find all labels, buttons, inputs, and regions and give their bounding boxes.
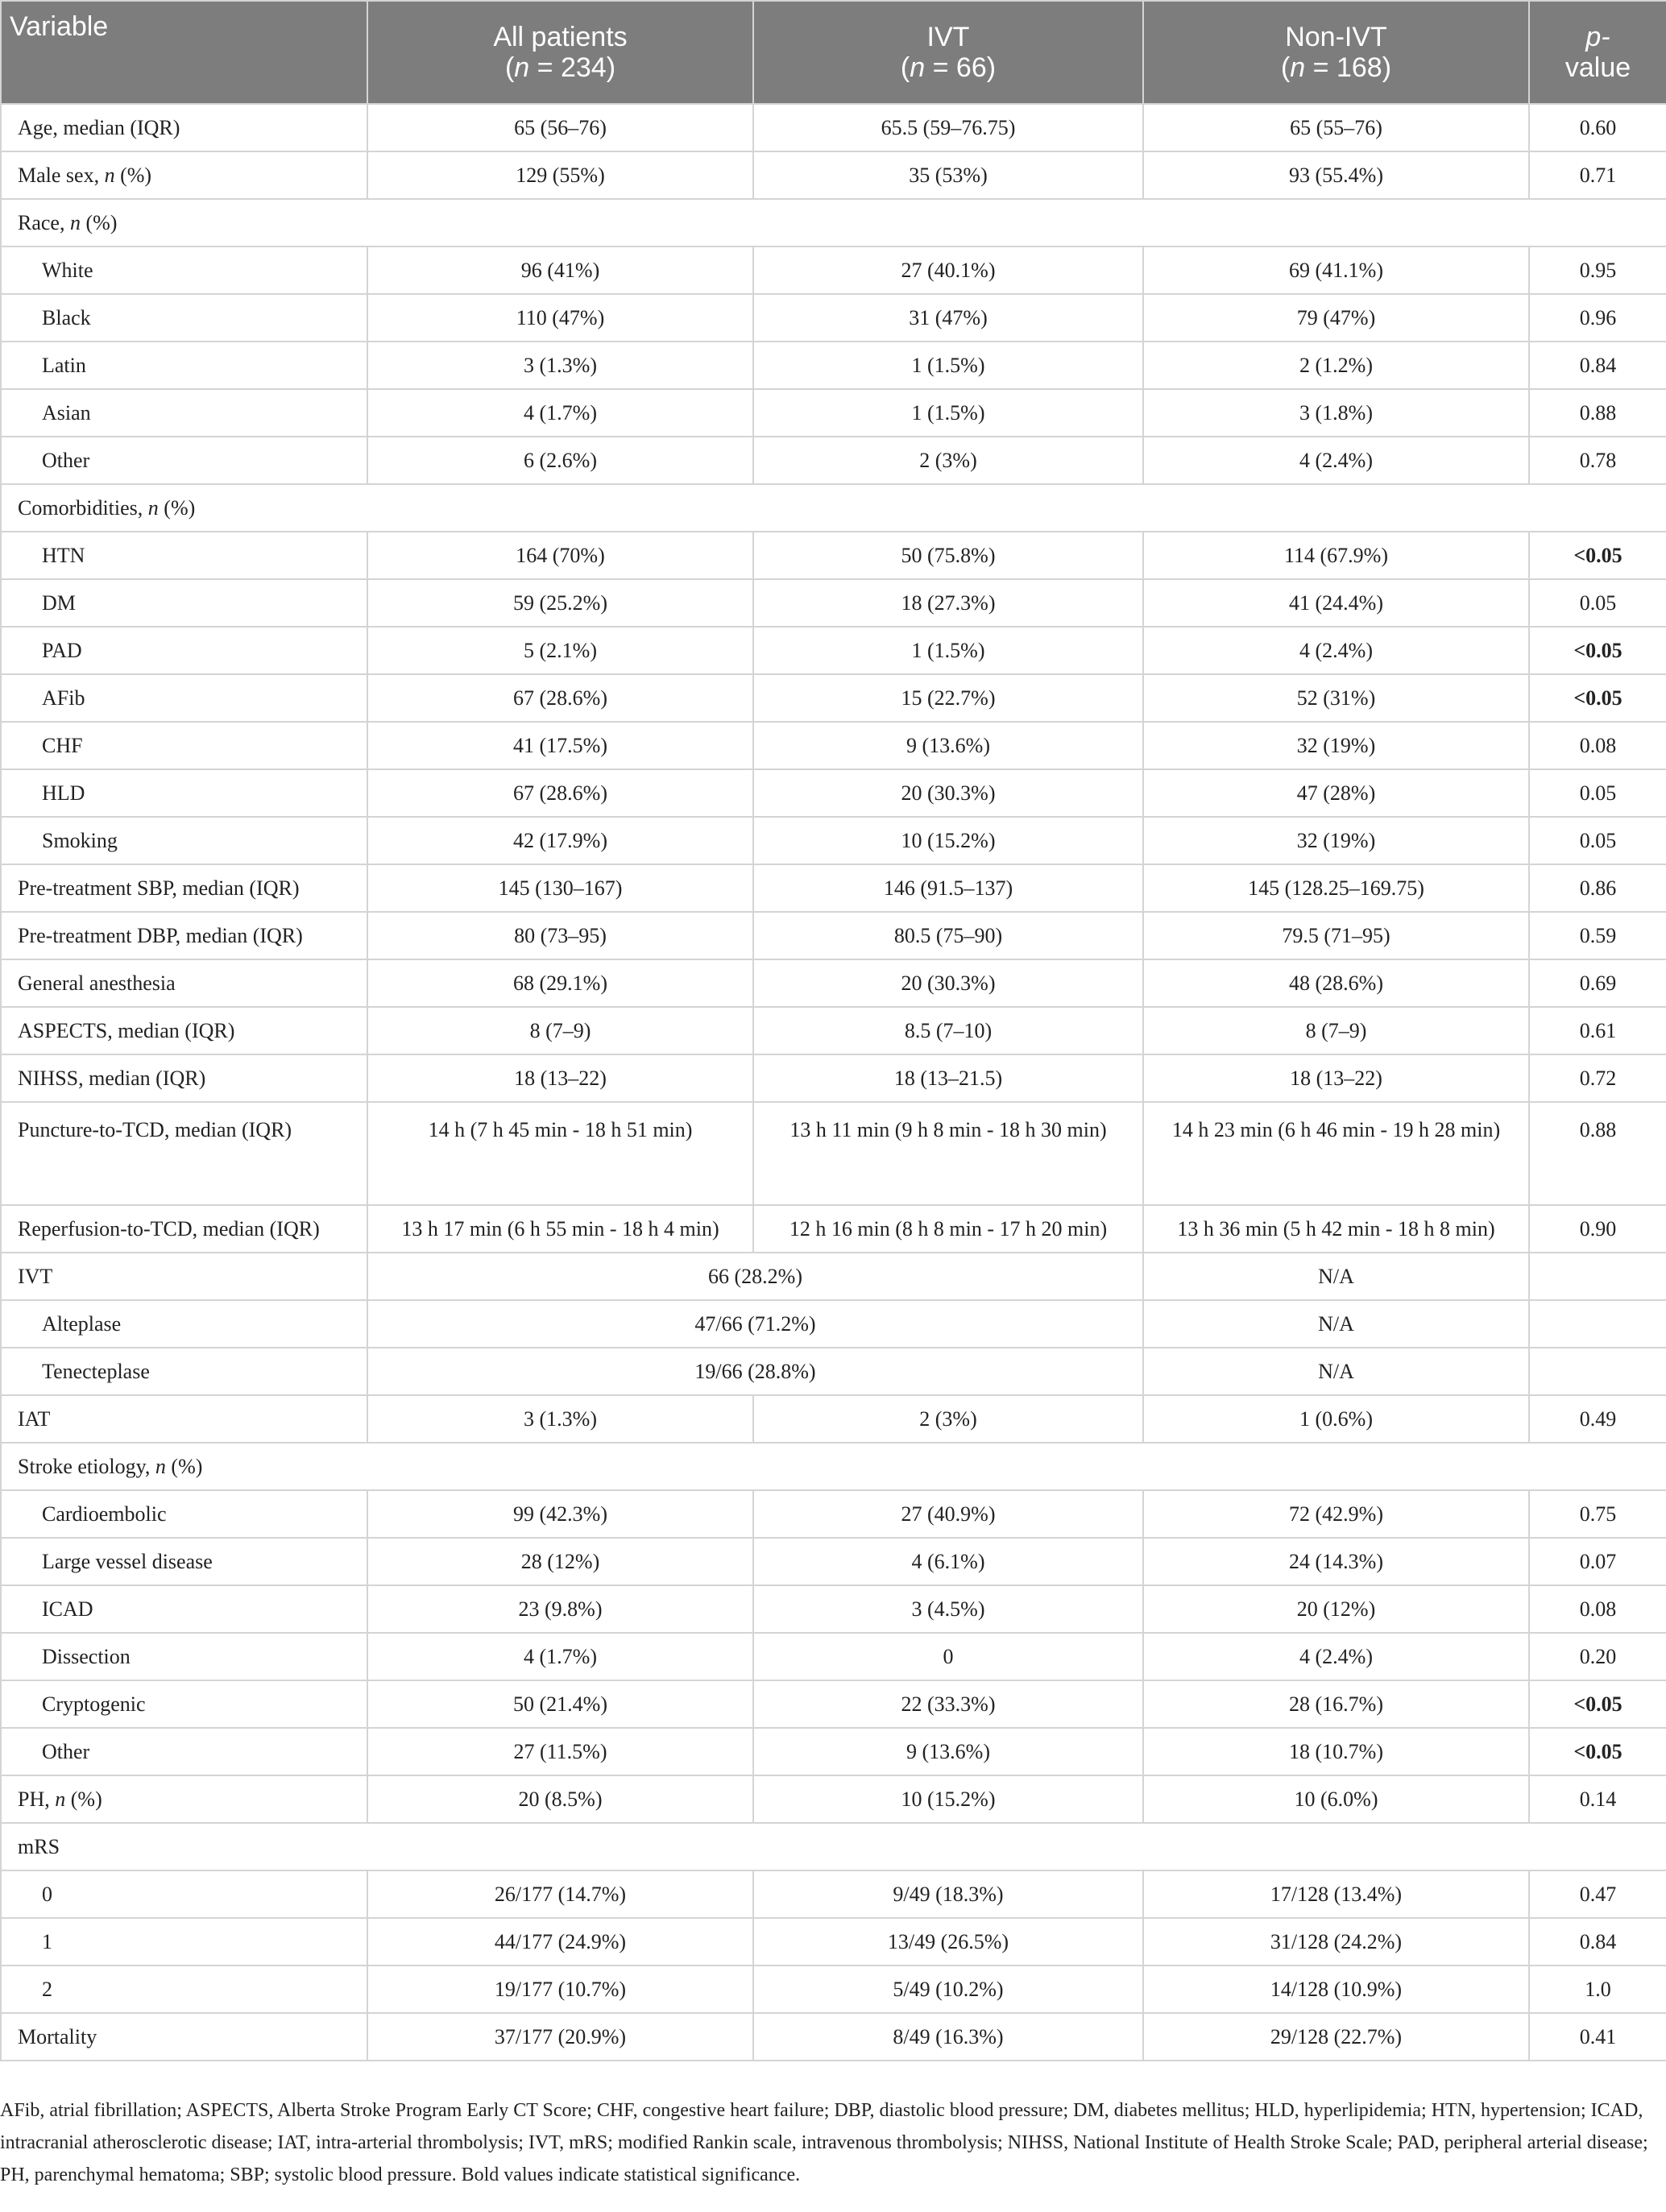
- cell-all-patients: 99 (42.3%): [367, 1490, 753, 1538]
- cell-p-value: 0.08: [1529, 1585, 1666, 1633]
- cell-p-value: 0.14: [1529, 1775, 1666, 1823]
- cell-p-value: 0.59: [1529, 912, 1666, 959]
- cell-ivt: 15 (22.7%): [753, 674, 1143, 722]
- table-row: [1, 1102, 1666, 1205]
- cell-non-ivt: 41 (24.4%): [1143, 579, 1529, 627]
- cell-ivt: 9/49 (18.3%): [753, 1870, 1143, 1918]
- table-row: [1, 864, 1666, 912]
- table-row: [1, 1775, 1666, 1823]
- cell-p-value: 0.61: [1529, 1007, 1666, 1054]
- row-label: AFib: [1, 674, 367, 722]
- cell-p-value: 0.05: [1529, 769, 1666, 817]
- table-row: [1, 674, 1666, 722]
- cell-non-ivt: N/A: [1143, 1253, 1529, 1300]
- cell-non-ivt: 4 (2.4%): [1143, 437, 1529, 484]
- cell-all-patients: 4 (1.7%): [367, 1633, 753, 1680]
- header-all-title: All patients: [493, 22, 628, 52]
- table-row: [1, 1633, 1666, 1680]
- row-label: PAD: [1, 627, 367, 674]
- table-footnote: AFib, atrial fibrillation; ASPECTS, Alberta Stroke Program Early CT Score; CHF, congestive heart failure; DBP, diastolic blood pressure; DM, diabetes mellitus; HLD, hyperlipidemia; HTN, hypertension; ICAD, intracranial atherosclerotic disease; IAT, intra-arterial thrombolysis; IVT, mRS; modified Rankin scale, intravenous thrombolysis; NIHSS, National Institute of Health Stroke Scale; PAD, peripheral arterial disease; PH, parenchymal hematoma; SBP; systolic blood pressure. Bold values indicate statistical significance.: [0, 2100, 1648, 2185]
- header-ivt: [753, 1, 1143, 104]
- cell-ivt: 4 (6.1%): [753, 1538, 1143, 1585]
- cell-p-value: 0.95: [1529, 246, 1666, 294]
- cell-ivt: 2 (3%): [753, 437, 1143, 484]
- row-label: Other: [1, 1728, 367, 1775]
- cell-all-patients: 14 h (7 h 45 min - 18 h 51 min): [367, 1102, 753, 1205]
- cell-ivt: 27 (40.9%): [753, 1490, 1143, 1538]
- header-p-value-line2: value: [1564, 52, 1631, 83]
- cell-p-value: 0.60: [1529, 104, 1666, 151]
- cell-p-value: [1529, 1348, 1666, 1395]
- cell-p-value: 0.71: [1529, 151, 1666, 199]
- cell-all-patients: 3 (1.3%): [367, 1395, 753, 1443]
- cell-all-patients: 65 (56–76): [367, 104, 753, 151]
- cell-ivt: 13 h 11 min (9 h 8 min - 18 h 30 min): [753, 1102, 1143, 1205]
- cell-ivt: 146 (91.5–137): [753, 864, 1143, 912]
- row-label: IVT: [1, 1253, 367, 1300]
- table-row: [1, 1585, 1666, 1633]
- row-label: Large vessel disease: [1, 1538, 367, 1585]
- cell-p-value: <0.05: [1529, 674, 1666, 722]
- table-row: [1, 1538, 1666, 1585]
- cell-non-ivt: 65 (55–76): [1143, 104, 1529, 151]
- cell-ivt: 22 (33.3%): [753, 1680, 1143, 1728]
- table-row: [1, 437, 1666, 484]
- cell-p-value: 0.75: [1529, 1490, 1666, 1538]
- cell-all-patients: 5 (2.1%): [367, 627, 753, 674]
- table-row: [1, 1823, 1666, 1870]
- header-non-ivt-title: Non-IVT: [1285, 22, 1387, 52]
- cell-p-value: [1529, 1300, 1666, 1348]
- cell-non-ivt: 2 (1.2%): [1143, 342, 1529, 389]
- cell-non-ivt: 4 (2.4%): [1143, 627, 1529, 674]
- cell-non-ivt: 8 (7–9): [1143, 1007, 1529, 1054]
- cell-all-patients: 67 (28.6%): [367, 769, 753, 817]
- table-row: [1, 912, 1666, 959]
- table-row: [1, 769, 1666, 817]
- row-label: Asian: [1, 389, 367, 437]
- cell-all-patients: 129 (55%): [367, 151, 753, 199]
- row-label: General anesthesia: [1, 959, 367, 1007]
- cell-p-value: 0.49: [1529, 1395, 1666, 1443]
- cell-non-ivt: 79 (47%): [1143, 294, 1529, 342]
- cell-non-ivt: 14/128 (10.9%): [1143, 1966, 1529, 2013]
- table-row: [1, 389, 1666, 437]
- header-non-ivt: [1143, 1, 1529, 104]
- table-row: [1, 722, 1666, 769]
- cell-ivt: 18 (27.3%): [753, 579, 1143, 627]
- row-label: Alteplase: [1, 1300, 367, 1348]
- cell-ivt: 8/49 (16.3%): [753, 2013, 1143, 2061]
- cell-all-patients: 41 (17.5%): [367, 722, 753, 769]
- row-label: Male sex, n (%): [1, 151, 367, 199]
- table-row: [1, 1870, 1666, 1918]
- cell-non-ivt: 32 (19%): [1143, 817, 1529, 864]
- cell-non-ivt: 10 (6.0%): [1143, 1775, 1529, 1823]
- header-p-value: [1529, 1, 1666, 104]
- cell-non-ivt: 79.5 (71–95): [1143, 912, 1529, 959]
- table-row: [1, 294, 1666, 342]
- table-row: [1, 1007, 1666, 1054]
- cell-non-ivt: 17/128 (13.4%): [1143, 1870, 1529, 1918]
- cell-all-patients: 50 (21.4%): [367, 1680, 753, 1728]
- row-label: Cryptogenic: [1, 1680, 367, 1728]
- row-label: Puncture-to-TCD, median (IQR): [1, 1102, 367, 1205]
- cell-non-ivt: 28 (16.7%): [1143, 1680, 1529, 1728]
- row-label: Reperfusion-to-TCD, median (IQR): [1, 1205, 367, 1253]
- cell-all-patients: 59 (25.2%): [367, 579, 753, 627]
- row-label: Race, n (%): [1, 199, 1666, 246]
- cell-non-ivt: 72 (42.9%): [1143, 1490, 1529, 1538]
- header-row: [1, 1, 1666, 104]
- cell-ivt: 18 (13–21.5): [753, 1054, 1143, 1102]
- cell-all-patients: 68 (29.1%): [367, 959, 753, 1007]
- cell-all-patients: 13 h 17 min (6 h 55 min - 18 h 4 min): [367, 1205, 753, 1253]
- row-label: Cardioembolic: [1, 1490, 367, 1538]
- row-label: NIHSS, median (IQR): [1, 1054, 367, 1102]
- cell-non-ivt: 13 h 36 min (5 h 42 min - 18 h 8 min): [1143, 1205, 1529, 1253]
- header-p-value-line1: p-: [1585, 22, 1610, 52]
- cell-all-patients: 18 (13–22): [367, 1054, 753, 1102]
- row-label: Pre-treatment DBP, median (IQR): [1, 912, 367, 959]
- table-row: [1, 2013, 1666, 2061]
- row-label: HTN: [1, 532, 367, 579]
- cell-all-patients: 4 (1.7%): [367, 389, 753, 437]
- cell-p-value: 0.05: [1529, 579, 1666, 627]
- cell-all-patients: 42 (17.9%): [367, 817, 753, 864]
- cell-p-value: <0.05: [1529, 1680, 1666, 1728]
- table-row: [1, 1728, 1666, 1775]
- cell-ivt: 12 h 16 min (8 h 8 min - 17 h 20 min): [753, 1205, 1143, 1253]
- row-label: Black: [1, 294, 367, 342]
- cell-ivt: 3 (4.5%): [753, 1585, 1143, 1633]
- row-label: DM: [1, 579, 367, 627]
- table-row: [1, 1966, 1666, 2013]
- cell-all-patients: 44/177 (24.9%): [367, 1918, 753, 1966]
- row-label: Mortality: [1, 2013, 367, 2061]
- cell-all-ivt-merged: 47/66 (71.2%): [367, 1300, 1143, 1348]
- row-label: Latin: [1, 342, 367, 389]
- table-row: [1, 342, 1666, 389]
- cell-p-value: <0.05: [1529, 627, 1666, 674]
- row-label: Stroke etiology, n (%): [1, 1443, 1666, 1490]
- cell-non-ivt: N/A: [1143, 1348, 1529, 1395]
- cell-ivt: 8.5 (7–10): [753, 1007, 1143, 1054]
- row-label: ASPECTS, median (IQR): [1, 1007, 367, 1054]
- row-label: 2: [1, 1966, 367, 2013]
- cell-non-ivt: 29/128 (22.7%): [1143, 2013, 1529, 2061]
- cell-p-value: 0.90: [1529, 1205, 1666, 1253]
- table-row: [1, 151, 1666, 199]
- cell-p-value: 0.69: [1529, 959, 1666, 1007]
- cell-p-value: 0.47: [1529, 1870, 1666, 1918]
- cell-p-value: 0.96: [1529, 294, 1666, 342]
- cell-p-value: 0.05: [1529, 817, 1666, 864]
- cell-p-value: <0.05: [1529, 532, 1666, 579]
- cell-p-value: 0.84: [1529, 1918, 1666, 1966]
- cell-all-patients: 3 (1.3%): [367, 342, 753, 389]
- table-row: [1, 1680, 1666, 1728]
- cell-ivt: 0: [753, 1633, 1143, 1680]
- cell-all-patients: 96 (41%): [367, 246, 753, 294]
- table-body: [1, 104, 1666, 2061]
- cell-non-ivt: 18 (10.7%): [1143, 1728, 1529, 1775]
- row-label: Comorbidities, n (%): [1, 484, 1666, 532]
- table-row: [1, 1253, 1666, 1300]
- cell-all-patients: 37/177 (20.9%): [367, 2013, 753, 2061]
- cell-non-ivt: 93 (55.4%): [1143, 151, 1529, 199]
- table-row: [1, 1300, 1666, 1348]
- row-label: White: [1, 246, 367, 294]
- row-label: Dissection: [1, 1633, 367, 1680]
- row-label: PH, n (%): [1, 1775, 367, 1823]
- cell-non-ivt: 3 (1.8%): [1143, 389, 1529, 437]
- cell-all-ivt-merged: 19/66 (28.8%): [367, 1348, 1143, 1395]
- cell-p-value: 0.20: [1529, 1633, 1666, 1680]
- cell-non-ivt: 18 (13–22): [1143, 1054, 1529, 1102]
- cell-ivt: 65.5 (59–76.75): [753, 104, 1143, 151]
- row-label: Pre-treatment SBP, median (IQR): [1, 864, 367, 912]
- cell-all-patients: 145 (130–167): [367, 864, 753, 912]
- header-all-n: (n = 234): [504, 52, 616, 83]
- cell-p-value: 0.07: [1529, 1538, 1666, 1585]
- cell-ivt: 10 (15.2%): [753, 817, 1143, 864]
- cell-non-ivt: 1 (0.6%): [1143, 1395, 1529, 1443]
- cell-ivt: 31 (47%): [753, 294, 1143, 342]
- table-row: [1, 199, 1666, 246]
- cell-non-ivt: 24 (14.3%): [1143, 1538, 1529, 1585]
- cell-all-patients: 26/177 (14.7%): [367, 1870, 753, 1918]
- cell-non-ivt: 31/128 (24.2%): [1143, 1918, 1529, 1966]
- cell-p-value: 0.78: [1529, 437, 1666, 484]
- row-label: Other: [1, 437, 367, 484]
- cell-p-value: 0.72: [1529, 1054, 1666, 1102]
- table-row: [1, 959, 1666, 1007]
- header-non-ivt-n: (n = 168): [1280, 52, 1392, 83]
- cell-all-patients: 20 (8.5%): [367, 1775, 753, 1823]
- cell-p-value: [1529, 1253, 1666, 1300]
- row-label: IAT: [1, 1395, 367, 1443]
- cell-ivt: 9 (13.6%): [753, 1728, 1143, 1775]
- cell-p-value: 0.88: [1529, 389, 1666, 437]
- cell-ivt: 50 (75.8%): [753, 532, 1143, 579]
- table-row: [1, 1348, 1666, 1395]
- cell-all-patients: 23 (9.8%): [367, 1585, 753, 1633]
- table-row: [1, 1918, 1666, 1966]
- table-row: [1, 104, 1666, 151]
- cell-all-ivt-merged: 66 (28.2%): [367, 1253, 1143, 1300]
- cell-all-patients: 27 (11.5%): [367, 1728, 753, 1775]
- row-label: 1: [1, 1918, 367, 1966]
- cell-ivt: 1 (1.5%): [753, 342, 1143, 389]
- cell-ivt: 20 (30.3%): [753, 769, 1143, 817]
- table-row: [1, 1490, 1666, 1538]
- table-row: [1, 532, 1666, 579]
- cell-ivt: 35 (53%): [753, 151, 1143, 199]
- cell-p-value: 0.41: [1529, 2013, 1666, 2061]
- row-label: mRS: [1, 1823, 1666, 1870]
- cell-non-ivt: 145 (128.25–169.75): [1143, 864, 1529, 912]
- table-row: [1, 1395, 1666, 1443]
- cell-non-ivt: 47 (28%): [1143, 769, 1529, 817]
- table-row: [1, 484, 1666, 532]
- cell-non-ivt: N/A: [1143, 1300, 1529, 1348]
- header-ivt-n: (n = 66): [900, 52, 997, 83]
- cell-all-patients: 164 (70%): [367, 532, 753, 579]
- row-label: Tenecteplase: [1, 1348, 367, 1395]
- cell-ivt: 80.5 (75–90): [753, 912, 1143, 959]
- row-label: CHF: [1, 722, 367, 769]
- cell-all-patients: 8 (7–9): [367, 1007, 753, 1054]
- cell-ivt: 10 (15.2%): [753, 1775, 1143, 1823]
- table-row: [1, 1443, 1666, 1490]
- cell-p-value: <0.05: [1529, 1728, 1666, 1775]
- cell-all-patients: 6 (2.6%): [367, 437, 753, 484]
- cell-non-ivt: 14 h 23 min (6 h 46 min - 19 h 28 min): [1143, 1102, 1529, 1205]
- cell-ivt: 20 (30.3%): [753, 959, 1143, 1007]
- cell-ivt: 1 (1.5%): [753, 627, 1143, 674]
- cell-non-ivt: 48 (28.6%): [1143, 959, 1529, 1007]
- cell-all-patients: 28 (12%): [367, 1538, 753, 1585]
- cell-all-patients: 67 (28.6%): [367, 674, 753, 722]
- cell-p-value: 0.08: [1529, 722, 1666, 769]
- cell-p-value: 0.84: [1529, 342, 1666, 389]
- cell-non-ivt: 4 (2.4%): [1143, 1633, 1529, 1680]
- cell-ivt: 2 (3%): [753, 1395, 1143, 1443]
- cell-non-ivt: 52 (31%): [1143, 674, 1529, 722]
- cell-all-patients: 19/177 (10.7%): [367, 1966, 753, 2013]
- cell-p-value: 0.88: [1529, 1102, 1666, 1205]
- table-row: [1, 1054, 1666, 1102]
- row-label: 0: [1, 1870, 367, 1918]
- cell-non-ivt: 114 (67.9%): [1143, 532, 1529, 579]
- row-label: Age, median (IQR): [1, 104, 367, 151]
- row-label: Smoking: [1, 817, 367, 864]
- cell-ivt: 27 (40.1%): [753, 246, 1143, 294]
- cell-non-ivt: 69 (41.1%): [1143, 246, 1529, 294]
- table-row: [1, 246, 1666, 294]
- cell-ivt: 5/49 (10.2%): [753, 1966, 1143, 2013]
- header-ivt-title: IVT: [926, 22, 970, 52]
- table-row: [1, 817, 1666, 864]
- table-row: [1, 1205, 1666, 1253]
- table-row: [1, 627, 1666, 674]
- cell-all-patients: 110 (47%): [367, 294, 753, 342]
- cell-ivt: 9 (13.6%): [753, 722, 1143, 769]
- cell-all-patients: 80 (73–95): [367, 912, 753, 959]
- header-variable: Variable: [1, 1, 367, 104]
- cell-non-ivt: 20 (12%): [1143, 1585, 1529, 1633]
- cell-non-ivt: 32 (19%): [1143, 722, 1529, 769]
- cell-p-value: 1.0: [1529, 1966, 1666, 2013]
- cell-ivt: 1 (1.5%): [753, 389, 1143, 437]
- row-label: ICAD: [1, 1585, 367, 1633]
- cell-p-value: 0.86: [1529, 864, 1666, 912]
- table-row: [1, 579, 1666, 627]
- row-label: HLD: [1, 769, 367, 817]
- header-all-patients: [367, 1, 753, 104]
- cell-ivt: 13/49 (26.5%): [753, 1918, 1143, 1966]
